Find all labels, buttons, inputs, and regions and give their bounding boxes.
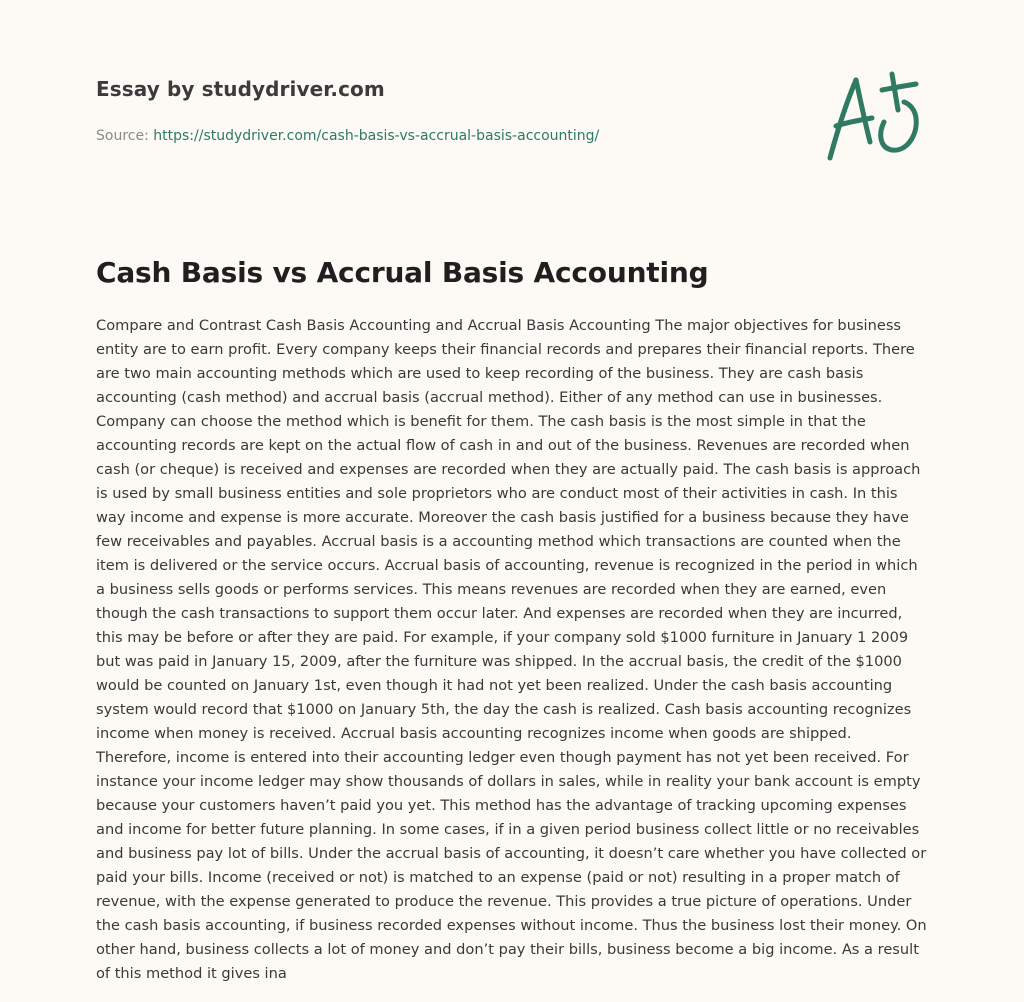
source-label: Source: [96,128,149,144]
a-plus-logo-icon [818,66,930,166]
article-title: Cash Basis vs Accrual Basis Accounting [96,256,709,289]
page-header [96,74,796,145]
source-link[interactable]: https://studydriver.com/cash-basis-vs-accrual-basis-accounting/ [153,128,600,144]
article-body: Compare and Contrast Cash Basis Accounting and Accrual Basis Accounting The major objectives for business entity are to earn profit. Every company keeps their financial records and prepares their financial reports. There are two main accounting methods which are used to keep recording of the business. They are cash basis accounting (cash method) and accrual basis (accrual method). Either of any method can use in businesses. Company can choose the method which is benefit for them. The cash basis is the most simple in that the accounting records are kept on the actual flow of cash in and out of the business. Revenues are recorded when cash (or cheque) is received and expenses are recorded when they are actually paid. The cash basis is approach is used by small business entities and sole proprietors who are conduct most of their activities in cash. In this way income and expense is more accurate. Moreover the cash basis justified for a business because they have few receivables and payables. Accrual basis is a accounting method which transactions are counted when the item is delivered or the service occurs. Accrual basis of accounting, revenue is recognized in the period in which a business sells goods or performs services. This means revenues are recorded when they are earned, even though the cash transactions to support them occur later. And expenses are recorded when they are incurred, this may be before or after they are paid. For example, if your company sold $1000 furniture in January 1 2009 but was paid in January 15, 2009, after the furniture was shipped. In the accrual basis, the credit of the $1000 would be counted on January 1st, even though it had not yet been realized. Under the cash basis accounting system would record that $1000 on January 5th, the day the cash is realized. Cash basis accounting recognizes income when money is received. Accrual basis accounting recognizes income when goods are shipped. Therefore, income is entered into their accounting ledger even though payment has not yet been received. For instance your income ledger may show thousands of dollars in sales, while in reality your bank account is empty because your customers haven’t paid you yet. This method has the advantage of tracking upcoming expenses and income for better future planning. In some cases, if in a given period business collect little or no receivables and business pay lot of bills. Under the accrual basis of accounting, it doesn’t care whether you have collected or paid your bills. Income (received or not) is matched to an expense (paid or not) resulting in a proper match of revenue, with the expense generated to produce the revenue. This provides a true picture of operations. Under the cash basis accounting, if business recorded expenses without income. Thus the business lost their money. On other hand, business collects a lot of money and don’t pay their bills, business become a big income. As a result of this method it gives ina [96,317,927,982]
source-line [96,127,796,145]
brand-title: Essay by studydriver.com [96,77,385,101]
a-plus-logo-svg [818,66,930,166]
